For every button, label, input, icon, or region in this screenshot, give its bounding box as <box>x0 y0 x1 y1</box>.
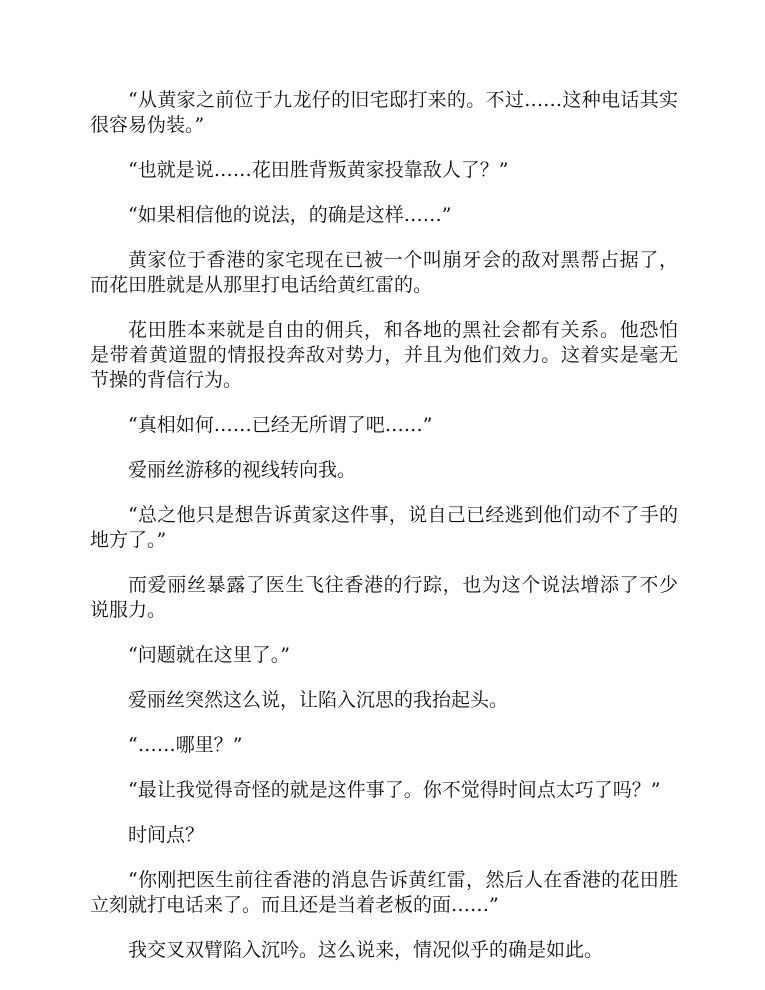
paragraph: “真相如何……已经无所谓了吧……” <box>128 414 433 436</box>
paragraph: “问题就在这里了。” <box>128 644 290 666</box>
paragraph: “……哪里？” <box>128 734 243 756</box>
paragraph: “从黄家之前位于九龙仔的旧宅邸打来的。不过……这种电话其实很容易伪装。” <box>90 89 678 136</box>
paragraph: “如果相信他的说法，的确是这样……” <box>128 204 452 226</box>
paragraph: 我交叉双臂陷入沉吟。这么说来，情况似乎的确是如此。 <box>128 939 604 961</box>
paragraph: 而爱丽丝暴露了医生飞往香港的行踪，也为这个说法增添了不少说服力。 <box>90 574 678 621</box>
document-page <box>90 88 678 983</box>
paragraph: 爱丽丝突然这么说，让陷入沉思的我抬起头。 <box>128 689 509 711</box>
paragraph: “总之他只是想告诉黄家这件事，说自己已经逃到他们动不了手的地方了。” <box>90 504 678 551</box>
paragraph: 爱丽丝游移的视线转向我。 <box>128 459 357 481</box>
paragraph: “你刚把医生前往香港的消息告诉黄红雷，然后人在香港的花田胜立刻就打电话来了。而且还是当着老板的面……” <box>90 869 678 916</box>
paragraph: 时间点？ <box>128 824 205 846</box>
paragraph: 黄家位于香港的家宅现在已被一个叫崩牙会的敌对黑帮占据了，而花田胜就是从那里打电话给黄红雷的。 <box>90 249 678 296</box>
paragraph: “最让我觉得奇怪的就是这件事了。你不觉得时间点太巧了吗？” <box>128 779 661 801</box>
paragraph: 花田胜本来就是自由的佣兵，和各地的黑社会都有关系。他恐怕是带着黄道盟的情报投奔敌对势力，并且为他们效力。这着实是毫无节操的背信行为。 <box>90 319 678 391</box>
paragraph: “也就是说……花田胜背叛黄家投靠敌人了？” <box>128 159 509 181</box>
